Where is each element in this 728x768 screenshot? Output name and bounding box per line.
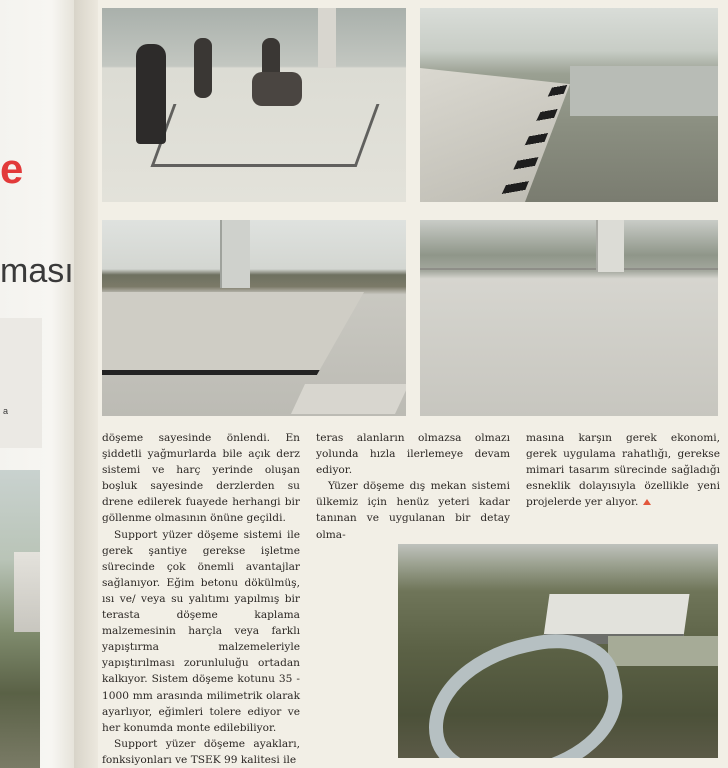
photo-slab-outline [151,104,380,167]
photo-floating-slab [102,292,364,375]
photo-finished-terrace-floor [420,220,718,416]
paragraph [526,430,720,510]
photo-slab-with-pedestals-trees [102,220,406,416]
adjacent-page-photo-detail [14,552,40,632]
photo-aerial-lawn [608,636,718,666]
paragraph: döşeme sayesinde önlendi. En şiddetli yağmurlarda bile açık derz sistemi ve harç yerinde oluşan boşluk sayesinde derzlerden su drene edilerek fuayede herhangi bir göllenme olmasının önüne geçildi. [102,432,300,525]
photo-reflecting-water [570,66,718,116]
adjacent-page-title-fragment: ması [0,252,74,290]
article-end-mark-icon [642,498,652,506]
photo-workers-laying-pedestal-floor [102,8,406,202]
paragraph-text: masına karşın gerek ekonomi, gerek uygulama rahatlığı, gerekse mimari tasarım sürecinde sağladığı esneklik dolayısıyla özellikle yeni projelerde yer alıyor. [526,432,720,509]
photo-kneeling-workers [252,72,302,106]
photo-pillar [318,8,336,68]
text-column-1 [102,430,300,768]
adjacent-page-red-letter: e [0,145,24,192]
page-spine [74,0,98,768]
paragraph: Support yüzer döşeme ayakları, fonksiyonları ve TSEK 99 kalitesi ile [102,737,300,766]
photo-worker [194,38,212,98]
photo-stone-step [291,384,406,414]
paragraph: Support yüzer döşeme sistemi ile gerek şantiye gerekse işletme sürecinde çok önemli avantajlar sağlanıyor. Eğim betonu dökülmüş, ısı ve/ veya su yalıtımı yapılmış bir terasta döşeme kaplama malzemesinin harçla veya farklı yapıştırma malzemeleriyle yapıştırılması zorunluluğu ortadan kalkıyor. Sistem döşeme kotunu 35 - 1000 mm arasında milimetrik olarak ayarlıyor, eğimleri tolere ediyor ve her konumda monte edilebiliyor. [102,528,300,734]
paragraph: Yüzer döşeme dış mekan sistemi ülkemiz için henüz yeteri kadar tanınan ve uygulanan bir detay olma- [316,480,510,541]
text-column-3 [526,430,720,510]
paragraph: teras alanların olmazsa olmazı yolunda hızla ilerlemeye devam ediyor. [316,432,510,477]
photo-railing [420,268,718,270]
photo-aerial-building-pool [398,544,718,758]
photo-pillar [220,220,250,288]
text-column-2 [316,430,510,543]
photo-raised-deck [420,68,570,202]
photo-worker [136,44,166,144]
photo-pedestal-edge-detail [420,8,718,202]
adjacent-page-panel [0,318,42,448]
adjacent-page-text-fragment: a [3,406,9,416]
photo-pillar [596,220,624,272]
